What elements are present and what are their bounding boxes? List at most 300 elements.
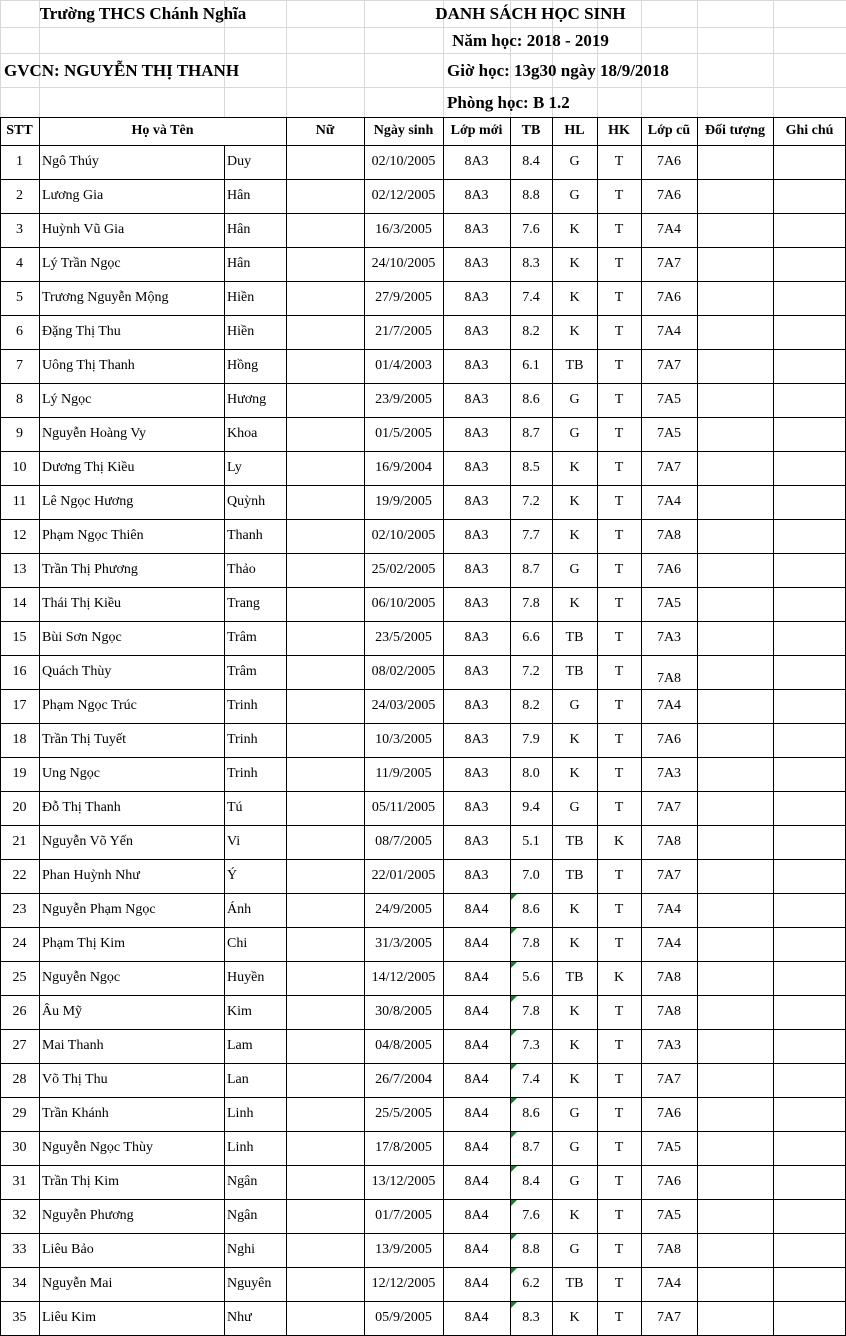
row-note: [773, 1267, 846, 1301]
row-old-class: 7A6: [656, 1106, 682, 1121]
row-stt: 25: [12, 970, 27, 985]
header-stt: STT: [6, 123, 33, 138]
header-name: Họ và Tên: [131, 123, 194, 138]
row-female: [286, 213, 364, 247]
row-stt: 28: [12, 1072, 27, 1087]
row-given-name: Chi: [227, 936, 248, 951]
row-academic: G: [569, 800, 580, 815]
row-average: 8.2: [522, 324, 540, 339]
row-average: 7.9: [522, 732, 540, 747]
header-dob: Ngày sinh: [373, 123, 434, 138]
row-academic: TB: [565, 970, 584, 985]
row-old-class: 7A8: [656, 528, 682, 543]
row-note: [773, 1165, 846, 1199]
row-note: [773, 689, 846, 723]
row-category: [697, 417, 773, 451]
row-surname: Phạm Ngọc Trúc: [42, 698, 137, 713]
row-stt: 10: [12, 460, 27, 475]
row-old-class: 7A4: [656, 698, 682, 713]
row-category: [697, 689, 773, 723]
row-given-name: Lan: [227, 1072, 249, 1087]
row-surname: Phạm Ngọc Thiên: [42, 528, 144, 543]
row-female: [286, 723, 364, 757]
row-average: 8.8: [522, 188, 540, 203]
row-conduct: T: [614, 630, 624, 645]
row-old-class: 7A6: [656, 154, 682, 169]
row-stt: 11: [12, 494, 27, 509]
row-given-name: Hồng: [227, 358, 259, 373]
row-conduct: T: [614, 664, 624, 679]
row-academic: G: [569, 154, 580, 169]
row-category: [697, 145, 773, 179]
row-female: [286, 247, 364, 281]
row-given-name: Huyền: [227, 970, 265, 985]
row-dob: 02/12/2005: [371, 188, 436, 203]
row-female: [286, 893, 364, 927]
row-surname: Đặng Thị Thu: [42, 324, 121, 339]
row-conduct: T: [614, 902, 624, 917]
row-conduct: T: [614, 732, 624, 747]
row-new-class: 8A3: [464, 256, 489, 271]
row-academic: K: [569, 1004, 580, 1019]
row-category: [697, 485, 773, 519]
row-note: [773, 1029, 846, 1063]
cell-marker-icon: [511, 1234, 517, 1240]
row-old-class: 7A7: [656, 256, 682, 271]
row-new-class: 8A3: [464, 664, 489, 679]
row-conduct: T: [614, 766, 624, 781]
row-note: [773, 179, 846, 213]
row-old-class: 7A4: [656, 1276, 682, 1291]
row-old-class: 7A5: [656, 1208, 682, 1223]
row-stt: 5: [16, 290, 23, 305]
row-dob: 04/8/2005: [375, 1038, 432, 1053]
row-note: [773, 281, 846, 315]
row-average: 8.3: [522, 256, 540, 271]
row-old-class: 7A8: [656, 671, 682, 686]
cell-marker-icon: [511, 1098, 517, 1104]
row-old-class: 7A6: [656, 188, 682, 203]
row-dob: 23/9/2005: [375, 392, 432, 407]
row-given-name: Thanh: [227, 528, 263, 543]
class-schedule: Giờ học: 13g30 ngày 18/9/2018: [447, 60, 669, 80]
row-note: [773, 553, 846, 587]
row-given-name: Ly: [227, 460, 242, 475]
row-surname: Nguyễn Phương: [42, 1208, 134, 1223]
row-stt: 22: [12, 868, 27, 883]
row-new-class: 8A4: [464, 1140, 489, 1155]
row-stt: 9: [16, 426, 23, 441]
row-category: [697, 859, 773, 893]
row-new-class: 8A4: [464, 902, 489, 917]
row-academic: K: [569, 1072, 580, 1087]
row-old-class: 7A8: [656, 970, 682, 985]
row-given-name: Hân: [227, 222, 251, 237]
row-note: [773, 1301, 846, 1335]
row-academic: K: [569, 766, 580, 781]
row-old-class: 7A3: [656, 630, 682, 645]
row-old-class: 7A7: [656, 460, 682, 475]
row-old-class: 7A8: [656, 1242, 682, 1257]
row-note: [773, 1131, 846, 1165]
row-academic: G: [569, 1140, 580, 1155]
cell-marker-icon: [511, 894, 517, 900]
row-note: [773, 927, 846, 961]
row-female: [286, 655, 364, 689]
row-academic: K: [569, 1038, 580, 1053]
row-given-name: Nghi: [227, 1242, 255, 1257]
row-given-name: Lam: [227, 1038, 253, 1053]
row-category: [697, 587, 773, 621]
row-surname: Uông Thị Thanh: [42, 358, 135, 373]
row-old-class: 7A7: [656, 1072, 682, 1087]
row-average: 7.8: [522, 596, 540, 611]
header-note: Ghi chú: [785, 123, 834, 138]
cell-marker-icon: [511, 1030, 517, 1036]
header-conduct: HK: [608, 123, 630, 138]
row-category: [697, 213, 773, 247]
row-average: 8.3: [522, 1310, 540, 1325]
row-average: 7.4: [522, 290, 540, 305]
row-female: [286, 485, 364, 519]
row-academic: TB: [565, 834, 584, 849]
row-academic: K: [569, 596, 580, 611]
row-new-class: 8A3: [464, 868, 489, 883]
row-new-class: 8A3: [464, 290, 489, 305]
row-academic: K: [569, 460, 580, 475]
row-category: [697, 349, 773, 383]
row-category: [697, 1063, 773, 1097]
row-category: [697, 927, 773, 961]
row-female: [286, 1301, 364, 1335]
row-conduct: T: [614, 154, 624, 169]
row-category: [697, 315, 773, 349]
cell-marker-icon: [511, 996, 517, 1002]
row-old-class: 7A7: [656, 358, 682, 373]
row-dob: 13/12/2005: [371, 1174, 436, 1189]
row-new-class: 8A3: [464, 562, 489, 577]
row-note: [773, 587, 846, 621]
row-category: [697, 893, 773, 927]
row-surname: Nguyễn Ngọc: [42, 970, 121, 985]
row-old-class: 7A8: [656, 834, 682, 849]
row-female: [286, 145, 364, 179]
row-given-name: Tú: [227, 800, 243, 815]
row-average: 7.7: [522, 528, 540, 543]
cell-marker-icon: [511, 1064, 517, 1070]
row-average: 8.2: [522, 698, 540, 713]
row-given-name: Trinh: [227, 766, 258, 781]
row-dob: 05/11/2005: [371, 800, 436, 815]
row-stt: 21: [12, 834, 27, 849]
row-stt: 15: [12, 630, 27, 645]
row-average: 5.6: [522, 970, 540, 985]
row-new-class: 8A3: [464, 494, 489, 509]
row-average: 7.8: [522, 936, 540, 951]
row-surname: Trần Thị Kim: [42, 1174, 120, 1189]
row-given-name: Trâm: [227, 664, 257, 679]
row-given-name: Hiền: [227, 290, 255, 305]
row-conduct: T: [614, 1174, 624, 1189]
row-female: [286, 519, 364, 553]
row-stt: 27: [12, 1038, 27, 1053]
row-note: [773, 893, 846, 927]
row-old-class: 7A6: [656, 1174, 682, 1189]
row-old-class: 7A3: [656, 1038, 682, 1053]
row-given-name: Ý: [227, 868, 238, 883]
row-female: [286, 1165, 364, 1199]
row-average: 8.4: [522, 1174, 540, 1189]
school-year: Năm học: 2018 - 2019: [452, 30, 609, 50]
row-average: 6.6: [522, 630, 540, 645]
row-category: [697, 519, 773, 553]
header-female: Nữ: [315, 123, 335, 138]
row-average: 8.0: [522, 766, 540, 781]
row-average: 8.7: [522, 426, 540, 441]
row-note: [773, 485, 846, 519]
row-category: [697, 1165, 773, 1199]
row-given-name: Trinh: [227, 698, 258, 713]
row-given-name: Như: [227, 1310, 252, 1325]
row-note: [773, 995, 846, 1029]
row-stt: 33: [12, 1242, 27, 1257]
row-conduct: T: [614, 596, 624, 611]
row-stt: 12: [12, 528, 27, 543]
row-stt: 14: [12, 596, 27, 611]
row-new-class: 8A4: [464, 1106, 489, 1121]
row-new-class: 8A3: [464, 426, 489, 441]
row-female: [286, 349, 364, 383]
row-surname: Mai Thanh: [42, 1038, 104, 1053]
row-surname: Lý Trần Ngọc: [42, 256, 121, 271]
row-category: [697, 791, 773, 825]
row-new-class: 8A4: [464, 1038, 489, 1053]
row-category: [697, 179, 773, 213]
row-surname: Trương Nguyễn Mộng: [42, 290, 169, 305]
row-new-class: 8A4: [464, 1072, 489, 1087]
row-female: [286, 961, 364, 995]
row-female: [286, 621, 364, 655]
row-category: [697, 1233, 773, 1267]
row-note: [773, 315, 846, 349]
row-surname: Ung Ngọc: [42, 766, 100, 781]
row-new-class: 8A3: [464, 630, 489, 645]
row-conduct: T: [614, 1106, 624, 1121]
row-old-class: 7A6: [656, 732, 682, 747]
row-academic: TB: [565, 868, 584, 883]
row-average: 7.6: [522, 222, 540, 237]
row-note: [773, 961, 846, 995]
row-note: [773, 349, 846, 383]
row-academic: K: [569, 290, 580, 305]
row-category: [697, 451, 773, 485]
row-female: [286, 1131, 364, 1165]
row-category: [697, 553, 773, 587]
row-dob: 24/10/2005: [371, 256, 436, 271]
row-conduct: T: [614, 290, 624, 305]
row-category: [697, 1301, 773, 1335]
row-stt: 16: [12, 664, 27, 679]
row-academic: G: [569, 1174, 580, 1189]
row-given-name: Linh: [227, 1140, 254, 1155]
row-stt: 23: [12, 902, 27, 917]
row-new-class: 8A3: [464, 188, 489, 203]
row-stt: 19: [12, 766, 27, 781]
row-note: [773, 451, 846, 485]
row-female: [286, 179, 364, 213]
row-female: [286, 451, 364, 485]
row-dob: 25/02/2005: [371, 562, 436, 577]
row-academic: G: [569, 1242, 580, 1257]
row-note: [773, 417, 846, 451]
row-female: [286, 689, 364, 723]
row-new-class: 8A3: [464, 766, 489, 781]
cell-marker-icon: [511, 1268, 517, 1274]
row-note: [773, 213, 846, 247]
row-surname: Lê Ngọc Hương: [42, 494, 134, 509]
row-note: [773, 723, 846, 757]
row-average: 5.1: [522, 834, 540, 849]
row-surname: Trần Thị Tuyết: [42, 732, 127, 747]
row-note: [773, 519, 846, 553]
row-category: [697, 621, 773, 655]
row-new-class: 8A3: [464, 732, 489, 747]
row-academic: K: [569, 936, 580, 951]
row-conduct: K: [613, 834, 625, 849]
row-stt: 29: [12, 1106, 27, 1121]
row-category: [697, 1131, 773, 1165]
header-new-class: Lớp mới: [450, 123, 503, 138]
row-female: [286, 995, 364, 1029]
row-note: [773, 247, 846, 281]
row-female: [286, 553, 364, 587]
row-average: 8.8: [522, 1242, 540, 1257]
row-category: [697, 723, 773, 757]
row-stt: 35: [12, 1310, 27, 1325]
row-female: [286, 757, 364, 791]
row-stt: 17: [12, 698, 27, 713]
row-conduct: T: [614, 698, 624, 713]
row-academic: K: [569, 222, 580, 237]
row-average: 8.4: [522, 154, 540, 169]
row-conduct: T: [614, 1208, 624, 1223]
row-conduct: T: [614, 528, 624, 543]
row-dob: 31/3/2005: [375, 936, 432, 951]
row-given-name: Nguyên: [227, 1276, 272, 1291]
row-stt: 34: [12, 1276, 27, 1291]
row-surname: Đỗ Thị Thanh: [42, 800, 121, 815]
row-average: 7.2: [522, 664, 540, 679]
row-dob: 22/01/2005: [371, 868, 436, 883]
row-academic: K: [569, 528, 580, 543]
row-academic: G: [569, 562, 580, 577]
row-given-name: Duy: [227, 154, 252, 169]
row-dob: 26/7/2004: [375, 1072, 432, 1087]
row-conduct: T: [614, 392, 624, 407]
row-dob: 02/10/2005: [371, 154, 436, 169]
row-stt: 32: [12, 1208, 27, 1223]
row-new-class: 8A3: [464, 324, 489, 339]
row-new-class: 8A4: [464, 936, 489, 951]
document-title: DANH SÁCH HỌC SINH: [435, 4, 626, 23]
row-average: 7.6: [522, 1208, 540, 1223]
cell-marker-icon: [511, 1302, 517, 1308]
row-given-name: Ngân: [227, 1208, 258, 1223]
row-new-class: 8A4: [464, 1004, 489, 1019]
row-new-class: 8A3: [464, 154, 489, 169]
row-academic: TB: [565, 664, 584, 679]
row-dob: 08/7/2005: [375, 834, 432, 849]
row-female: [286, 1233, 364, 1267]
row-dob: 12/12/2005: [371, 1276, 436, 1291]
row-given-name: Kim: [227, 1004, 252, 1019]
row-category: [697, 825, 773, 859]
row-academic: G: [569, 392, 580, 407]
row-new-class: 8A3: [464, 392, 489, 407]
row-category: [697, 655, 773, 689]
row-dob: 10/3/2005: [375, 732, 432, 747]
row-academic: K: [569, 732, 580, 747]
row-academic: TB: [565, 630, 584, 645]
cell-marker-icon: [511, 1200, 517, 1206]
row-conduct: K: [613, 970, 625, 985]
cell-marker-icon: [511, 928, 517, 934]
row-dob: 25/5/2005: [375, 1106, 432, 1121]
row-dob: 02/10/2005: [371, 528, 436, 543]
row-given-name: Khoa: [227, 426, 258, 441]
row-note: [773, 655, 846, 689]
row-dob: 13/9/2005: [375, 1242, 432, 1257]
school-name: Trường THCS Chánh Nghĩa: [39, 4, 247, 23]
row-conduct: T: [614, 1242, 624, 1257]
row-note: [773, 145, 846, 179]
row-conduct: T: [614, 936, 624, 951]
row-new-class: 8A3: [464, 596, 489, 611]
row-old-class: 7A5: [656, 1140, 682, 1155]
row-female: [286, 825, 364, 859]
row-new-class: 8A3: [464, 222, 489, 237]
row-conduct: T: [614, 1038, 624, 1053]
row-dob: 21/7/2005: [375, 324, 432, 339]
row-dob: 05/9/2005: [375, 1310, 432, 1325]
row-dob: 14/12/2005: [371, 970, 436, 985]
row-given-name: Ánh: [227, 902, 252, 917]
row-female: [286, 383, 364, 417]
row-average: 8.6: [522, 1106, 540, 1121]
row-old-class: 7A8: [656, 1004, 682, 1019]
row-conduct: T: [614, 1310, 624, 1325]
row-academic: TB: [565, 358, 584, 373]
row-old-class: 7A7: [656, 1310, 682, 1325]
row-female: [286, 315, 364, 349]
row-conduct: T: [614, 1140, 624, 1155]
row-average: 8.6: [522, 392, 540, 407]
row-dob: 01/5/2005: [375, 426, 432, 441]
row-conduct: T: [614, 1072, 624, 1087]
row-category: [697, 383, 773, 417]
row-old-class: 7A4: [656, 936, 682, 951]
row-new-class: 8A3: [464, 460, 489, 475]
row-note: [773, 1233, 846, 1267]
row-surname: Huỳnh Vũ Gia: [42, 222, 125, 237]
row-stt: 2: [16, 188, 23, 203]
classroom: Phòng học: B 1.2: [447, 92, 570, 112]
row-stt: 13: [12, 562, 27, 577]
row-given-name: Trinh: [227, 732, 258, 747]
row-old-class: 7A7: [656, 800, 682, 815]
row-surname: Trần Thị Phương: [42, 562, 138, 577]
row-dob: 24/03/2005: [371, 698, 436, 713]
